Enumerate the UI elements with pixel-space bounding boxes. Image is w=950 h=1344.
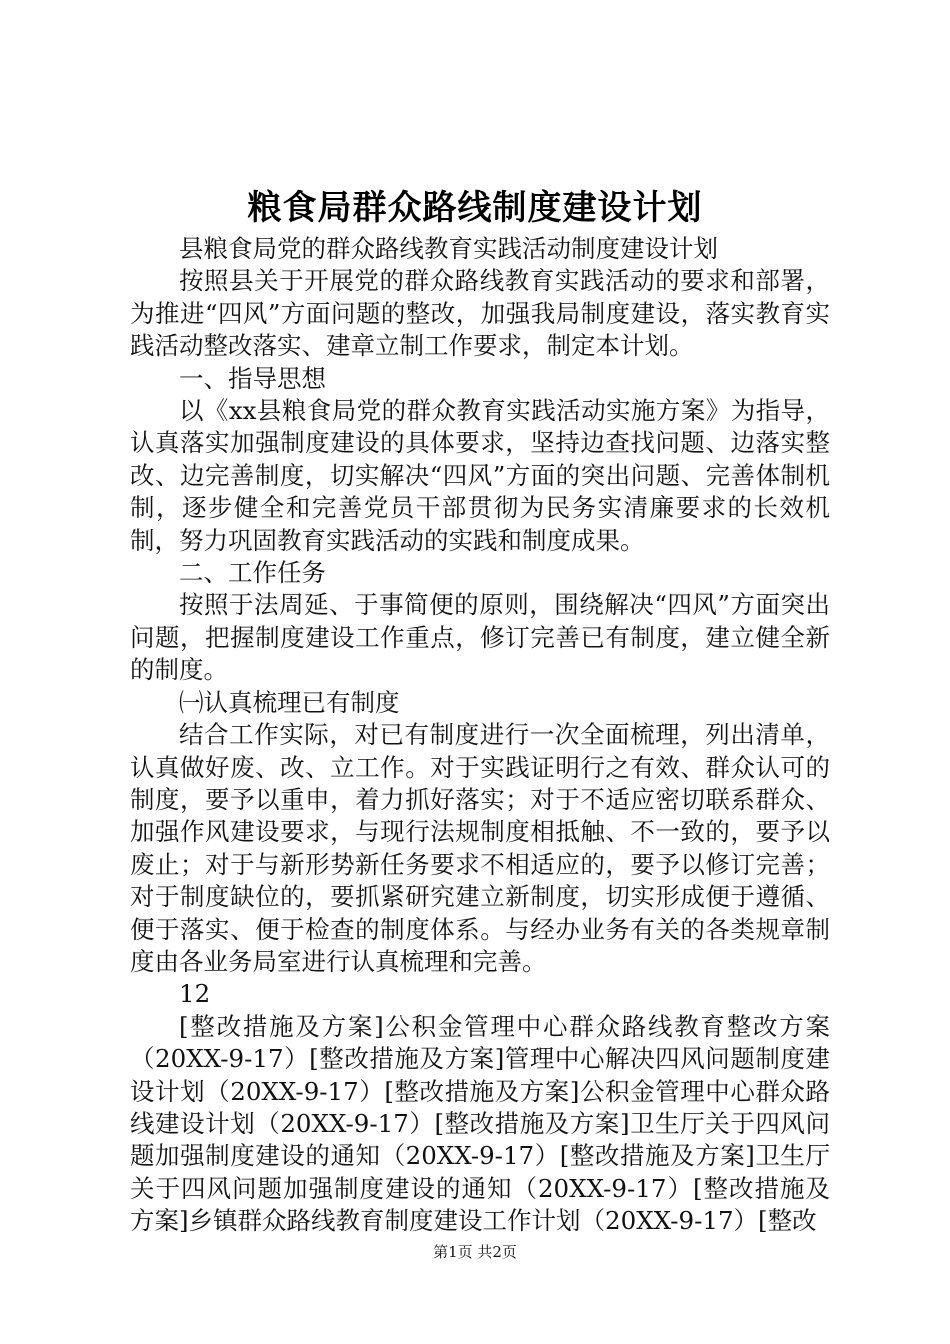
subtitle-paragraph: 县粮食局党的群众路线教育实践活动制度建设计划 (179, 234, 718, 263)
review-systems-paragraph: 结合工作实际，对已有制度进行一次全面梳理，列出清单，认真做好废、改、立工作。对于实践证明行之有效、群众认可的制度，要予以重申，着力抓好落实；对于不适应密切联系群众、加强作风建设要求，与现行法规制度相抵触、不一致的，要予以废止；对于与新形势新任务要求不相适应的，要予以修订完善；对于制度缺位的，要抓紧研究建立新制度，切实形成便于遵循、便于落实、便于检查的制度体系。与经办业务有关的各类规章制度由各业务局室进行认真梳理和完善。 (130, 720, 830, 976)
subsection-heading-review-systems: ㈠认真梳理已有制度 (179, 687, 400, 717)
work-tasks-paragraph: 按照于法周延、于事简便的原则，围绕解决“四风”方面突出问题，把握制度建设工作重点，修订完善已有制度，建立健全新的制度。 (130, 590, 830, 685)
section-heading-guiding-ideology: 一、指导思想 (179, 363, 326, 393)
section-heading-work-tasks: 二、工作任务 (179, 558, 326, 588)
related-articles-paragraph: [整改措施及方案]公积金管理中心群众路线教育整改方案（20XX-9-17）[整改措施及方案]管理中心解决四风问题制度建设计划（20XX-9-17）[整改措施及方案]公积金管理中心群众路线建设计划（20XX-9-17）[整改措施及方案]卫生厅关于四风问题加强制度建设的通知（20XX-9-17）[整改措施及方案]卫生厅关于四风问题加强制度建设的通知（20XX-9-17）[整改措施及方案]乡镇群众路线教育制度建设工作计划（20XX-9-17）[整改 (130, 1011, 830, 1236)
page-footer: 第1页 共2页 (433, 1243, 517, 1261)
document-body (130, 233, 830, 1238)
document-title: 粮食局群众路线制度建设计划 (247, 188, 703, 228)
page-marker-text: 12 (179, 979, 211, 1009)
intro-paragraph: 按照县关于开展党的群众路线教育实践活动的要求和部署，为推进“四风”方面问题的整改，加强我局制度建设，落实教育实践活动整改落实、建章立制工作要求，制定本计划。 (130, 266, 830, 361)
guiding-ideology-paragraph: 以《xx县粮食局党的群众教育实践活动实施方案》为指导，认真落实加强制度建设的具体要求，坚持边查找问题、边落实整改、边完善制度，切实解决“四风”方面的突出问题、完善体制机制，逐步健全和完善党员干部贯彻为民务实清廉要求的长效机制，努力巩固教育实践活动的实践和制度成果。 (130, 396, 830, 555)
